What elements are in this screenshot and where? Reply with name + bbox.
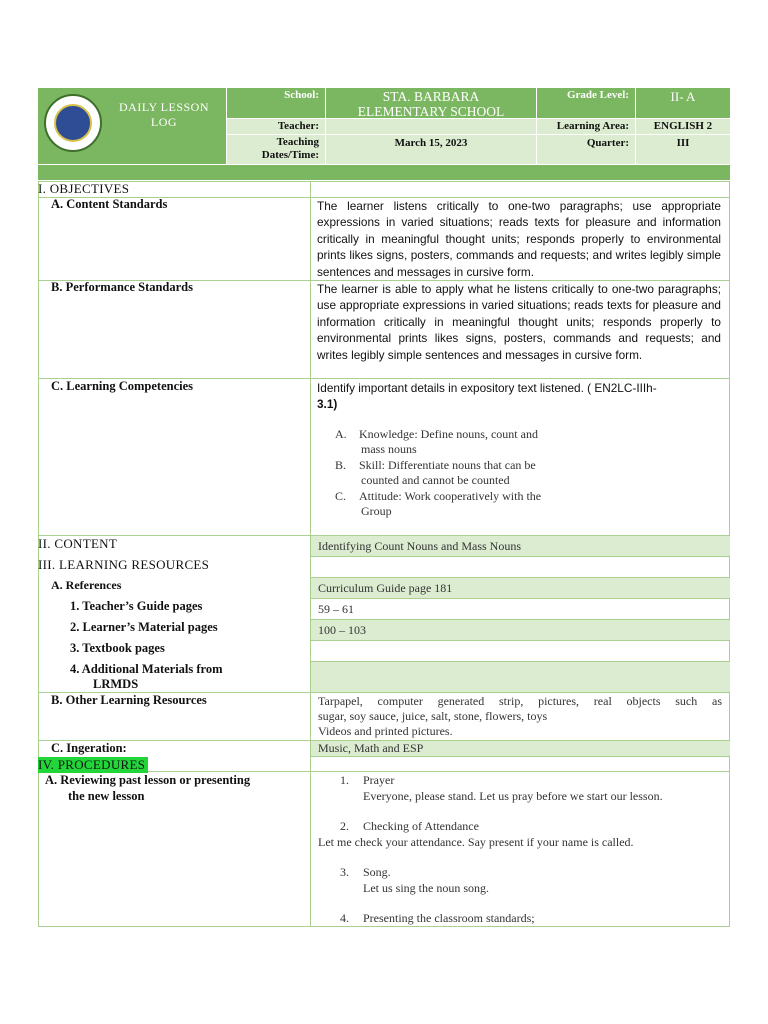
- teaching-dates-label-line-2: Dates/Time:: [261, 149, 319, 161]
- step-marker: 4.: [340, 911, 349, 925]
- learning-area-value: ENGLISH 2: [636, 119, 730, 134]
- procedure-step: [318, 773, 728, 789]
- school-value-line-2: ELEMENTARY SCHOOL: [357, 104, 505, 119]
- textbook-pages-label: 3. Textbook pages: [70, 641, 165, 655]
- sub-item-marker: C.: [335, 489, 347, 503]
- row-divider: [310, 640, 730, 641]
- sub-item-line: Attitude: Work cooperatively with the: [359, 489, 542, 503]
- sub-item-line: Knowledge: Define nouns, count and: [359, 427, 538, 441]
- additional-materials-label: [70, 662, 223, 692]
- step-marker: 3.: [340, 865, 349, 879]
- school-value: [326, 88, 536, 118]
- teachers-guide-label: 1. Teacher’s Guide pages: [70, 599, 203, 613]
- learning-competencies-label: C. Learning Competencies: [51, 379, 193, 393]
- procedures-heading: IV. PROCEDURES: [38, 757, 148, 773]
- reviewing-lesson-line-2: the new lesson: [68, 789, 145, 803]
- reviewing-lesson-line-1: A. Reviewing past lesson or presenting: [45, 773, 251, 787]
- procedure-step: [318, 865, 728, 881]
- learning-area-label: Learning Area:: [537, 119, 635, 134]
- procedure-steps: [318, 773, 728, 927]
- other-resources-label: B. Other Learning Resources: [51, 693, 207, 707]
- competency-line-2: 3.1): [317, 397, 338, 412]
- objectives-heading: I. OBJECTIVES: [38, 181, 130, 196]
- sub-item-line: Group: [361, 504, 392, 518]
- reviewing-lesson-label: [45, 772, 250, 804]
- row-divider: [310, 556, 730, 557]
- step-detail: Let me check your attendance. Say present if your name is called.: [318, 834, 634, 849]
- seal-center-icon: [54, 104, 92, 142]
- step-title: Presenting the classroom standards;: [363, 911, 535, 925]
- content-value: Identifying Count Nouns and Mass Nouns: [318, 539, 521, 553]
- learners-material-value: 100 – 103: [318, 623, 366, 637]
- school-label: School:: [227, 88, 325, 118]
- additional-materials-line-2: LRMDS: [93, 677, 139, 691]
- sub-item-line: Skill: Differentiate nouns that can be: [359, 458, 536, 472]
- teacher-label: Teacher:: [227, 119, 325, 134]
- procedure-step: [318, 911, 728, 927]
- other-resources-line-1: Tarpapel, computer generated strip, pictures, real objects such as: [318, 694, 722, 708]
- other-resources-value: [318, 694, 722, 739]
- other-resources-line-3: Videos and printed pictures.: [318, 724, 453, 738]
- grade-level-value: II- A: [636, 88, 730, 118]
- quarter-label: Quarter:: [537, 135, 635, 164]
- additional-materials-line-1: 4. Additional Materials from: [70, 662, 223, 676]
- performance-standards-label: B. Performance Standards: [51, 280, 193, 294]
- sub-item-marker: B.: [335, 458, 347, 472]
- learning-resources-heading: III. LEARNING RESOURCES: [38, 557, 210, 572]
- learner-material-value-cell: [311, 620, 730, 640]
- quarter-value: III: [636, 135, 730, 164]
- title-line-2: LOG: [150, 115, 178, 129]
- step-title: Checking of Attendance: [363, 819, 479, 833]
- other-resources-line-2: sugar, soy sauce, juice, salt, stone, flowers, toys: [318, 709, 548, 723]
- deped-seal-logo: [44, 94, 102, 152]
- teaching-dates-label: [227, 135, 325, 164]
- row-divider: [310, 756, 730, 757]
- sub-item-line: counted and cannot be counted: [361, 473, 510, 487]
- competency-line-1: Identify important details in expository text listened. ( EN2LC-IIIh-: [317, 381, 657, 395]
- step-detail: Everyone, please stand. Let us pray before we start our lesson.: [363, 788, 663, 803]
- step-detail: Let us sing the noun song.: [363, 880, 489, 895]
- step-marker: 1.: [340, 773, 349, 787]
- content-standards-text: The learner listens critically to one-two paragraphs; use appropriate expressions in varied situations; reads texts for pleasure and information critically in meaningful thought units; responds properly to environmental prints likes signs, posters, commands and requests; and writes legibly simple sentences and messages in cursive form.: [317, 199, 721, 279]
- step-title: Prayer: [363, 773, 395, 787]
- content-standards-label: A. Content Standards: [51, 197, 168, 211]
- teaching-date-value: March 15, 2023: [326, 135, 536, 164]
- learning-competencies-text: [317, 380, 721, 413]
- performance-standards-text: The learner is able to apply what he listens critically to one-two paragraphs; use appropriate expressions in varied situations; reads texts for pleasure and information critically in meaningful thought units; responds properly to environmental prints likes signs, posters, commands and requests; and writes legibly simple sentences and messages in cursive form.: [317, 282, 721, 362]
- sub-item-line: mass nouns: [361, 442, 417, 456]
- references-label: A. References: [51, 578, 122, 592]
- procedure-step: [318, 819, 728, 835]
- row-divider: [310, 598, 730, 599]
- learners-material-label: 2. Learner’s Material pages: [70, 620, 218, 634]
- integration-value: Music, Math and ESP: [318, 741, 424, 755]
- step-marker: 2.: [340, 819, 349, 833]
- teaching-dates-label-line-1: Teaching: [276, 136, 319, 148]
- step-title: Song.: [363, 865, 391, 879]
- school-value-line-1: STA. BARBARA: [382, 89, 480, 104]
- objective-sub-item: [335, 427, 585, 457]
- teachers-guide-value: 59 – 61: [318, 602, 354, 616]
- title-line-1: DAILY LESSON: [118, 100, 210, 114]
- additional-materials-value-cell: [311, 662, 730, 692]
- references-value: Curriculum Guide page 181: [318, 581, 453, 595]
- objective-sub-item: [335, 458, 585, 488]
- grade-level-label: Grade Level:: [537, 88, 635, 118]
- sub-item-marker: A.: [335, 427, 347, 441]
- content-heading: II. CONTENT: [38, 536, 118, 551]
- header-divider-bar: [38, 165, 730, 180]
- integration-label: C. Ingeration:: [51, 741, 127, 755]
- teacher-value: [326, 119, 536, 134]
- objective-sub-item: [335, 489, 585, 519]
- daily-lesson-log-title: [104, 100, 224, 130]
